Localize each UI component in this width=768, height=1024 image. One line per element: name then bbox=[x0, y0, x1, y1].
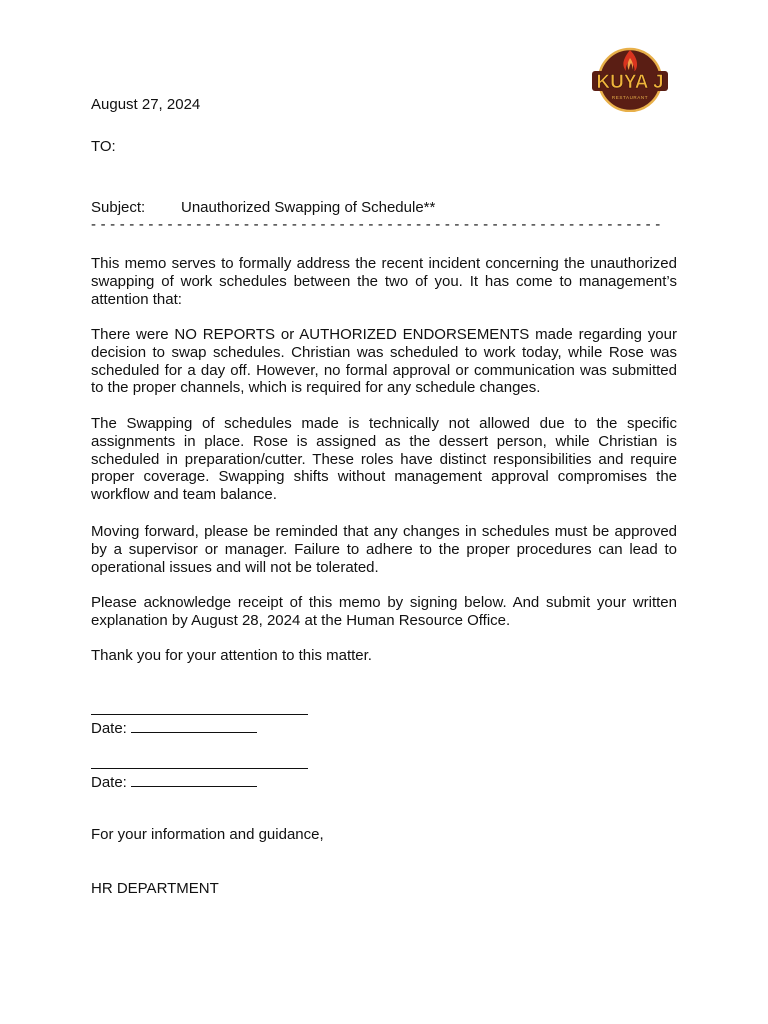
signature-date-2 bbox=[91, 772, 257, 792]
paragraph-swapping: The Swapping of schedules made is technically not allowed due to the specific assignments in place. Rose is assigned as the dessert person, while Christian is scheduled in preparation/cutter. These roles have distinct responsibilities and require proper coverage. Swapping shifts without management approval compromises the workflow and team balance. bbox=[91, 415, 677, 504]
logo-wordmark: KUYA J bbox=[596, 72, 664, 93]
memo-date: August 27, 2024 bbox=[91, 96, 201, 113]
logo-subtitle: RESTAURANT bbox=[611, 95, 649, 100]
paragraph-moving-forward: Moving forward, please be reminded that any changes in schedules must be approved by a supervisor or manager. Failure to adhere to the proper procedures can lead to operational issues and will not be tolerated. bbox=[91, 523, 677, 576]
signatory: HR DEPARTMENT bbox=[91, 880, 219, 897]
paragraph-thank-you: Thank you for your attention to this matter. bbox=[91, 647, 372, 664]
kuya-j-restaurant-logo bbox=[592, 44, 668, 112]
subject-text: Unauthorized Swapping of Schedule** bbox=[181, 199, 436, 216]
paragraph-no-reports: There were NO REPORTS or AUTHORIZED ENDORSEMENTS made regarding your decision to swap schedules. Christian was scheduled to work today, while Rose was scheduled for a day off. However, no formal approval or communication was submitted to the proper channels, which is required for any schedule changes. bbox=[91, 326, 677, 397]
date-line-2 bbox=[131, 772, 257, 787]
paragraph-intro: This memo serves to formally address the recent incident concerning the unauthorized swapping of work schedules between the two of you. It has come to management’s attention that: bbox=[91, 255, 677, 308]
date-label-1: Date: bbox=[91, 720, 127, 737]
closing-line: For your information and guidance, bbox=[91, 826, 324, 843]
signature-date-1 bbox=[91, 718, 257, 738]
date-line-1 bbox=[131, 718, 257, 733]
paragraph-acknowledge: Please acknowledge receipt of this memo by signing below. And submit your written explanation by August 28, 2024 at the Human Resource Office. bbox=[91, 594, 677, 629]
subject-label: Subject: bbox=[91, 199, 146, 216]
to-label: TO: bbox=[91, 138, 116, 155]
signature-line-2 bbox=[91, 768, 308, 769]
signature-line-1 bbox=[91, 714, 308, 715]
date-label-2: Date: bbox=[91, 774, 127, 791]
subject-divider: - - - - - - - - - - - - - - - - - - - - - - - - - - - - - - - - - - - - - - - - - - - - - - - - - - - - - - - - - - - - bbox=[91, 216, 661, 233]
